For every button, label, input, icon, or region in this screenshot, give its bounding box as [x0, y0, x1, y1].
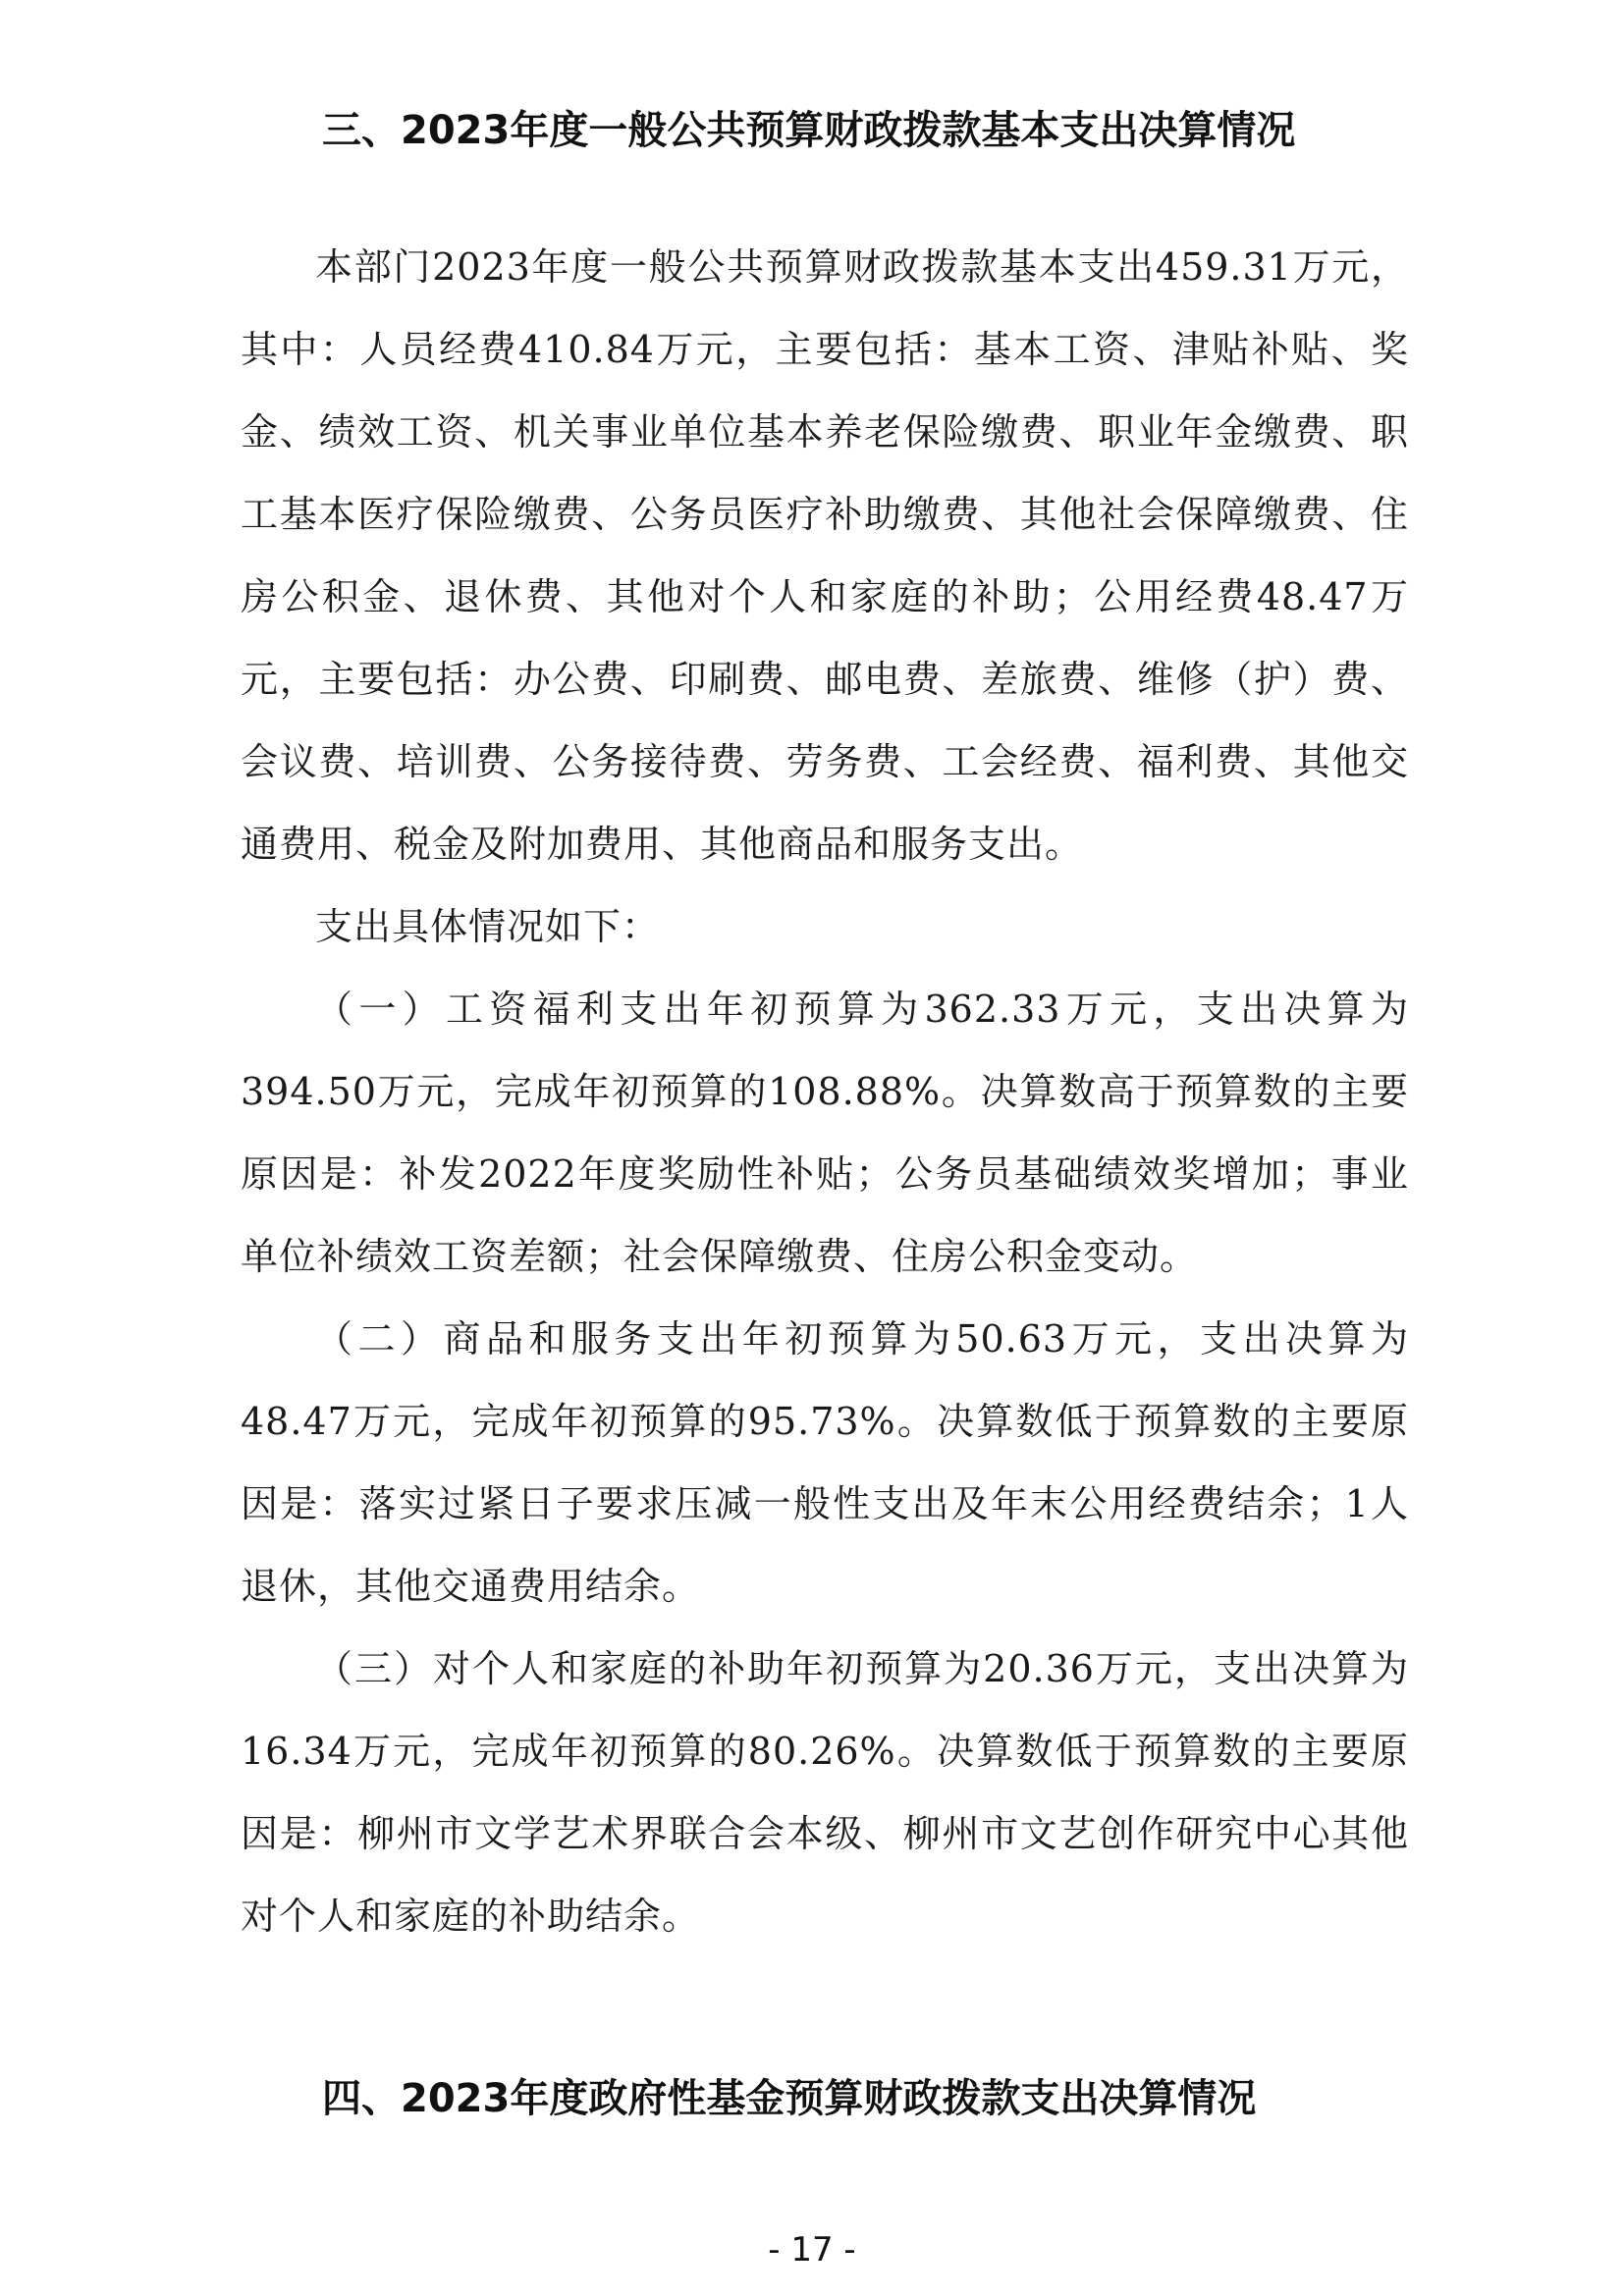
paragraph-summary: 本部门2023年度一般公共预算财政拨款基本支出459.31万元，其中：人员经费410.84万元，主要包括：基本工资、津贴补贴、奖金、绩效工资、机关事业单位基本养老保险缴费、职业年金缴费、职工基本医疗保险缴费、公务员医疗补助缴费、其他社会保障缴费、住房公积金、退休费、其他对个人和家庭的补助；公用经费48.47万元，主要包括：办公费、印刷费、邮电费、差旅费、维修（护）费、会议费、培训费、公务接待费、劳务费、工会经费、福利费、其他交通费用、税金及附加费用、其他商品和服务支出。 — [241, 245, 1409, 866]
section-heading-3: 三、2023年度一般公共预算财政拨款基本支出决算情况 — [322, 108, 1296, 153]
paragraph-goods-services: （二）商品和服务支出年初预算为50.63万元，支出决算为48.47万元，完成年初预算的95.73%。决算数低于预算数的主要原因是：落实过紧日子要求压减一般性支出及年末公用经费结余；1人退休，其他交通费用结余。 — [241, 1317, 1409, 1608]
paragraph-subsidies: （三）对个人和家庭的补助年初预算为20.36万元，支出决算为16.34万元，完成年初预算的80.26%。决算数低于预算数的主要原因是：柳州市文学艺术界联合会本级、柳州市文艺创作研究中心其他对个人和家庭的补助结余。 — [241, 1647, 1409, 1938]
paragraph-intro: 支出具体情况如下： — [315, 905, 661, 948]
paragraph-wages: （一）工资福利支出年初预算为362.33万元，支出决算为394.50万元，完成年初预算的108.88%。决算数高于预算数的主要原因是：补发2022年度奖励性补贴；公务员基础绩效奖增加；事业单位补绩效工资差额；社会保障缴费、住房公积金变动。 — [241, 988, 1409, 1278]
section-body — [241, 226, 1409, 1957]
page-number: - 17 - — [768, 2230, 856, 2269]
section-heading-4: 四、2023年度政府性基金预算财政拨款支出决算情况 — [322, 2076, 1257, 2121]
